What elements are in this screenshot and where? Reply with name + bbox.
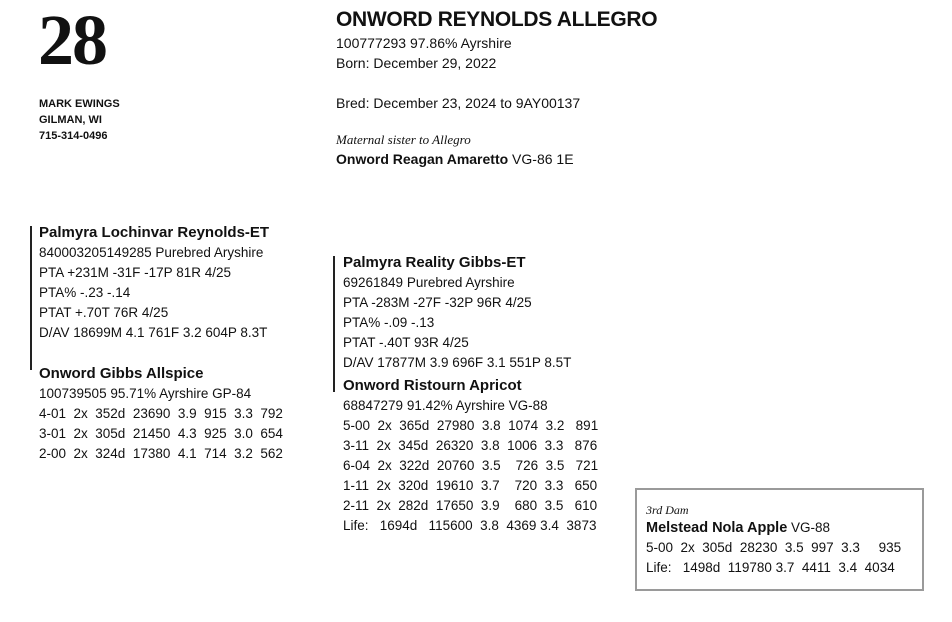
- consignor-name: MARK EWINGS: [39, 98, 120, 110]
- mgs-block: [343, 253, 571, 373]
- consignor-phone: 715-314-0496: [39, 130, 108, 142]
- second-dam-record: 1-11 2x 320d 19610 3.7 720 3.3 650: [343, 478, 598, 493]
- third-dam-record: 5-00 2x 305d 28230 3.5 997 3.3 935: [646, 540, 902, 555]
- second-dam-block: [343, 376, 598, 536]
- third-dam-name: Melstead Nola Apple: [646, 520, 788, 536]
- second-dam-record: 2-11 2x 282d 17650 3.9 680 3.5 610: [343, 498, 598, 513]
- sire-bracket-line: [30, 226, 32, 370]
- third-dam-box: [635, 488, 924, 591]
- second-dam-record: 6-04 2x 322d 20760 3.5 726 3.5 721: [343, 458, 599, 473]
- consignor-location: GILMAN, WI: [39, 114, 102, 126]
- mgs-name: Palmyra Reality Gibbs-ET: [343, 254, 526, 271]
- second-dam-name: Onword Ristourn Apricot: [343, 377, 522, 394]
- third-dam-lifetime: Life: 1498d 119780 3.7 4411 3.4 4034: [646, 560, 895, 575]
- dam-block: [39, 364, 283, 464]
- dam-name: Onword Gibbs Allspice: [39, 365, 204, 382]
- animal-registration: 100777293 97.86% Ayrshire: [336, 35, 512, 51]
- animal-bred: Bred: December 23, 2024 to 9AY00137: [336, 95, 581, 111]
- dam-line: 100739505 95.71% Ayrshire GP-84: [39, 386, 252, 401]
- sister-name: Onword Reagan Amaretto: [336, 151, 509, 167]
- sire-name: Palmyra Lochinvar Reynolds-ET: [39, 224, 270, 241]
- mgs-line: PTA -283M -27F -32P 96R 4/25: [343, 295, 532, 310]
- sire-line: PTA +231M -31F -17P 81R 4/25: [39, 265, 231, 280]
- second-dam-record: 3-11 2x 345d 26320 3.8 1006 3.3 876: [343, 438, 598, 453]
- second-dam-line: 68847279 91.42% Ayrshire VG-88: [343, 398, 548, 413]
- sister-score: VG-86 1E: [508, 151, 574, 167]
- consignor-info: [39, 96, 120, 144]
- sister-note: Maternal sister to Allegro: [336, 132, 471, 147]
- animal-born: Born: December 29, 2022: [336, 55, 497, 71]
- second-dam-lifetime: Life: 1694d 115600 3.8 4369 3.4 3873: [343, 518, 597, 533]
- mgs-bracket-line: [333, 256, 335, 392]
- dam-record: 4-01 2x 352d 23690 3.9 915 3.3 792: [39, 406, 283, 421]
- mgs-line: 69261849 Purebred Ayrshire: [343, 275, 515, 290]
- sire-line: D/AV 18699M 4.1 761F 3.2 604P 8.3T: [39, 325, 268, 340]
- animal-name: ONWORD REYNOLDS ALLEGRO: [336, 8, 658, 31]
- sire-line: 840003205149285 Purebred Aryshire: [39, 245, 264, 260]
- mgs-line: D/AV 17877M 3.9 696F 3.1 551P 8.5T: [343, 355, 572, 370]
- mgs-line: PTA% -.09 -.13: [343, 315, 435, 330]
- third-dam-score: VG-88: [787, 520, 831, 535]
- sire-block: [39, 223, 269, 343]
- sire-line: PTA% -.23 -.14: [39, 285, 131, 300]
- third-dam-label: 3rd Dam: [646, 503, 689, 517]
- sister-line: [336, 149, 574, 169]
- mgs-line: PTAT -.40T 93R 4/25: [343, 335, 469, 350]
- third-dam-title: [646, 518, 901, 538]
- sire-line: PTAT +.70T 76R 4/25: [39, 305, 169, 320]
- lot-number: 28: [38, 0, 106, 80]
- dam-record: 2-00 2x 324d 17380 4.1 714 3.2 562: [39, 446, 283, 461]
- dam-record: 3-01 2x 305d 21450 4.3 925 3.0 654: [39, 426, 283, 441]
- second-dam-record: 5-00 2x 365d 27980 3.8 1074 3.2 891: [343, 418, 599, 433]
